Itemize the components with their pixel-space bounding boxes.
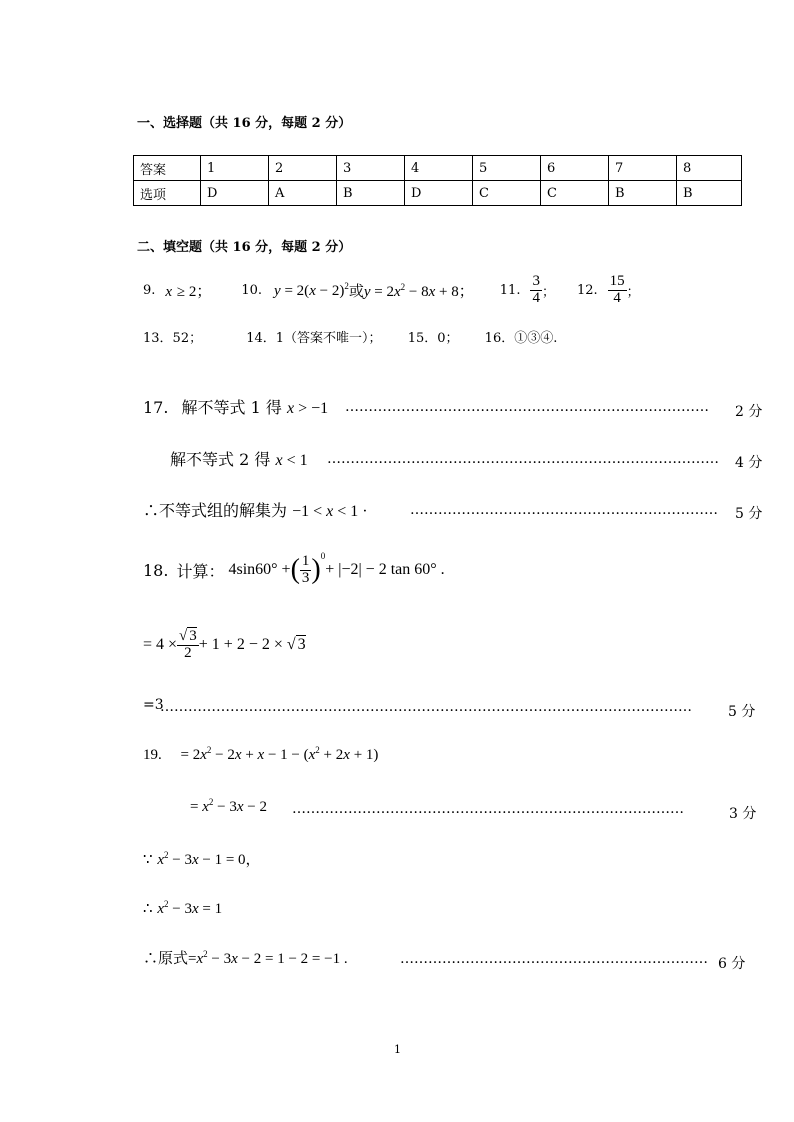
because-symbol: ∵ — [143, 850, 153, 868]
row-label-cell: 选项 — [134, 181, 201, 206]
q15-answer: 15．0； — [407, 331, 459, 346]
number-cell: 1 — [201, 156, 269, 181]
q17-score-3: 5 分 — [735, 506, 763, 522]
option-cell: B — [337, 181, 405, 206]
answer-table — [133, 155, 742, 206]
q18-calc-label: 计算： — [176, 561, 225, 581]
option-cell: C — [473, 181, 541, 206]
q11-number: 11. — [499, 282, 521, 298]
q12-number: 12. — [576, 282, 598, 298]
leader-dots: …………………………………………………………………… — [345, 399, 709, 415]
q17-line1-text: 解不等式 1 得 — [181, 398, 282, 417]
leader-dots: ………………………………………………………………………… — [292, 801, 684, 817]
leader-dots: ………………………………………………………… — [400, 951, 708, 967]
section1-title: 一、选择题（共 16 分，每题 2 分） — [137, 116, 352, 131]
fill-row-2 — [143, 327, 557, 346]
option-cell: B — [609, 181, 677, 206]
q9-answer: x ≥ 2； — [165, 281, 212, 300]
q19-line-5: ∴原式$=x^2 - 3x - 2 = 1 - 2 = -1$ . — [143, 949, 348, 967]
q18-number: 18. — [143, 560, 169, 580]
q19-line-4: ∴ $x^2 - 3x = 1$ — [143, 899, 223, 917]
leader-dots: ………………………………………………………………………… — [327, 451, 719, 467]
q18-result: =3 — [143, 697, 164, 713]
page-number: 1 — [394, 1043, 401, 1056]
q11-numerator: 3 — [532, 272, 540, 289]
option-cell: C — [541, 181, 609, 206]
header-label-cell: 答案 — [134, 156, 201, 181]
q19-line-3: ∵ $x^2 - 3x - 1 = 0$， — [143, 850, 261, 868]
q19-number: 19. — [143, 747, 162, 763]
number-cell: 6 — [541, 156, 609, 181]
q17-line3-text: ∴不等式组的解集为 — [143, 501, 288, 520]
q19-line-2: = $x^2 - 3x - 2$ — [190, 797, 267, 815]
q19-score-2: 6 分 — [718, 956, 746, 972]
q16-answer: 16．①③④. — [484, 331, 558, 346]
q12-numerator: 15 — [609, 272, 625, 289]
q13-answer: 13．52； — [143, 331, 203, 346]
number-cell: 3 — [337, 156, 405, 181]
table-row — [134, 181, 742, 206]
q17-number: 17. — [143, 398, 169, 417]
therefore-original-text: ∴原式 — [143, 949, 189, 967]
q11-denominator: 4 — [532, 289, 540, 306]
number-cell: 5 — [473, 156, 541, 181]
q17-line-3: ∴不等式组的解集为 −1 < x < 1 · — [143, 501, 368, 520]
q19-score-1: 3 分 — [729, 806, 757, 822]
therefore-symbol: ∴ — [143, 899, 153, 917]
q11-fraction — [530, 274, 542, 307]
option-cell: D — [405, 181, 473, 206]
q17-score-2: 4 分 — [735, 455, 763, 471]
q9-number: 9. — [143, 282, 156, 298]
q17-line2-text: 解不等式 2 得 — [170, 450, 271, 469]
q10-number: 10. — [241, 282, 263, 298]
q10-answer-alt: $y = 2x^2 - 8x + 8$； — [363, 281, 474, 300]
option-cell: A — [269, 181, 337, 206]
number-cell: 4 — [405, 156, 473, 181]
q18-score: 5 分 — [728, 704, 756, 720]
number-cell: 7 — [609, 156, 677, 181]
leader-dots: ………………………………………………………… — [410, 502, 718, 518]
q17-line-2: 解不等式 2 得 x < 1 — [170, 450, 308, 469]
q12-denominator: 4 — [613, 289, 621, 306]
q17-score-1: 2 分 — [735, 404, 763, 420]
q10-answer: $y = 2(x - 2)^2$ — [274, 280, 349, 299]
leader-dots: …………………………………………………………………………………………………… — [160, 699, 692, 715]
q18-line-2: = 4 × $\frac{√ 3}{2}$ + 1 + 2 − 2 × √ 3 — [143, 627, 306, 661]
number-cell: 8 — [677, 156, 742, 181]
q19-line-1: 19. = $2x^2 - 2x + x - 1 - (x^2 + 2x + 1)$ — [143, 745, 379, 763]
q12-fraction — [608, 274, 627, 307]
q14-answer: 14．1（答案不唯一）； — [246, 331, 382, 346]
fill-row-1: 9. x ≥ 2； 10. $y = 2(x - 2)^2$ 或 $y = 2x^2 - 8x + 8$； 11. $\frac{3}{4}$ ； 12. $\frac{15}{4}$ ； — [143, 272, 640, 306]
q17-line-1: 17. 解不等式 1 得 x > −1 — [143, 398, 329, 417]
table-row — [134, 156, 742, 181]
q18-line-1: 18. 计算： 4sin60° + ( $\frac{1}{3}$ ) $^0$ + |−2| − 2 tan 60° . — [143, 551, 445, 586]
q10-or: 或 — [348, 281, 364, 300]
option-cell: B — [677, 181, 742, 206]
section2-title: 二、填空题（共 16 分，每题 2 分） — [137, 240, 352, 255]
option-cell: D — [201, 181, 269, 206]
number-cell: 2 — [269, 156, 337, 181]
